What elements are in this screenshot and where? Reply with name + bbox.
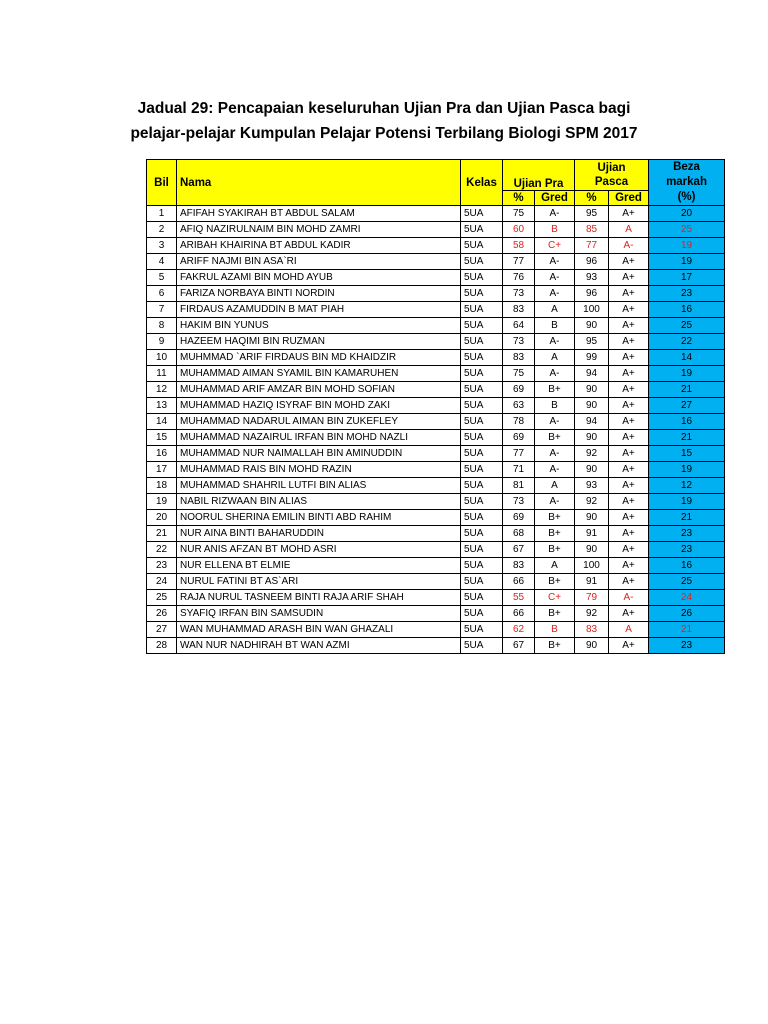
pre-test-score: 77 — [503, 254, 535, 270]
post-test-score: 93 — [575, 270, 609, 286]
post-test-grade: A+ — [609, 638, 649, 654]
header-beza-line2: markah — [666, 176, 707, 188]
pre-test-grade: B+ — [535, 510, 575, 526]
row-number: 23 — [147, 558, 177, 574]
table-row — [147, 350, 725, 366]
score-difference: 19 — [649, 494, 725, 510]
score-difference: 16 — [649, 414, 725, 430]
post-test-score: 94 — [575, 414, 609, 430]
student-name: MUHAMMAD NUR NAIMALLAH BIN AMINUDDIN — [177, 446, 461, 462]
pre-test-score: 83 — [503, 558, 535, 574]
document-title — [60, 96, 708, 146]
post-test-grade: A — [609, 222, 649, 238]
post-test-grade: A+ — [609, 478, 649, 494]
pre-test-grade: A- — [535, 414, 575, 430]
pre-test-grade: C+ — [535, 590, 575, 606]
header-ujian-pasca-line1: Ujian — [597, 162, 626, 174]
post-test-score: 95 — [575, 334, 609, 350]
post-test-score: 96 — [575, 286, 609, 302]
class: 5UA — [461, 446, 503, 462]
row-number: 20 — [147, 510, 177, 526]
header-bil: Bil — [147, 160, 177, 206]
table-row — [147, 414, 725, 430]
row-number: 27 — [147, 622, 177, 638]
table-row — [147, 606, 725, 622]
pre-test-score: 63 — [503, 398, 535, 414]
pre-test-score: 77 — [503, 446, 535, 462]
pre-test-score: 66 — [503, 574, 535, 590]
post-test-grade: A+ — [609, 542, 649, 558]
post-test-score: 90 — [575, 430, 609, 446]
student-name: NABIL RIZWAAN BIN ALIAS — [177, 494, 461, 510]
post-test-score: 85 — [575, 222, 609, 238]
student-name: FARIZA NORBAYA BINTI NORDIN — [177, 286, 461, 302]
post-test-score: 90 — [575, 510, 609, 526]
post-test-score: 94 — [575, 366, 609, 382]
class: 5UA — [461, 382, 503, 398]
post-test-score: 99 — [575, 350, 609, 366]
student-name: MUHMMAD `ARIF FIRDAUS BIN MD KHAIDZIR — [177, 350, 461, 366]
table-row — [147, 574, 725, 590]
class: 5UA — [461, 526, 503, 542]
post-test-grade: A+ — [609, 334, 649, 350]
post-test-score: 77 — [575, 238, 609, 254]
post-test-score: 83 — [575, 622, 609, 638]
pre-test-grade: A- — [535, 366, 575, 382]
class: 5UA — [461, 414, 503, 430]
post-test-grade: A- — [609, 590, 649, 606]
student-name: SYAFIQ IRFAN BIN SAMSUDIN — [177, 606, 461, 622]
header-kelas: Kelas — [461, 160, 503, 206]
row-number: 13 — [147, 398, 177, 414]
pre-test-grade: B+ — [535, 526, 575, 542]
student-name: ARIBAH KHAIRINA BT ABDUL KADIR — [177, 238, 461, 254]
post-test-grade: A — [609, 622, 649, 638]
score-difference: 25 — [649, 574, 725, 590]
score-difference: 16 — [649, 302, 725, 318]
post-test-score: 100 — [575, 558, 609, 574]
table-row — [147, 590, 725, 606]
pre-test-grade: B+ — [535, 606, 575, 622]
score-difference: 16 — [649, 558, 725, 574]
class: 5UA — [461, 590, 503, 606]
row-number: 12 — [147, 382, 177, 398]
post-test-score: 90 — [575, 318, 609, 334]
score-difference: 27 — [649, 398, 725, 414]
score-difference: 19 — [649, 366, 725, 382]
table-row — [147, 526, 725, 542]
score-difference: 21 — [649, 430, 725, 446]
table-row — [147, 318, 725, 334]
score-difference: 15 — [649, 446, 725, 462]
class: 5UA — [461, 510, 503, 526]
pre-test-grade: B — [535, 222, 575, 238]
class: 5UA — [461, 206, 503, 222]
score-difference: 26 — [649, 606, 725, 622]
class: 5UA — [461, 238, 503, 254]
row-number: 14 — [147, 414, 177, 430]
row-number: 3 — [147, 238, 177, 254]
score-difference: 23 — [649, 542, 725, 558]
header-gred-pasca: Gred — [609, 191, 649, 206]
post-test-grade: A+ — [609, 398, 649, 414]
pre-test-score: 60 — [503, 222, 535, 238]
score-difference: 23 — [649, 526, 725, 542]
class: 5UA — [461, 574, 503, 590]
table-row — [147, 638, 725, 654]
table-row — [147, 622, 725, 638]
table-row — [147, 238, 725, 254]
row-number: 9 — [147, 334, 177, 350]
row-number: 15 — [147, 430, 177, 446]
post-test-score: 90 — [575, 638, 609, 654]
class: 5UA — [461, 494, 503, 510]
pre-test-grade: A — [535, 350, 575, 366]
student-name: NOORUL SHERINA EMILIN BINTI ABD RAHIM — [177, 510, 461, 526]
post-test-score: 96 — [575, 254, 609, 270]
pre-test-score: 67 — [503, 542, 535, 558]
row-number: 4 — [147, 254, 177, 270]
student-name: FAKRUL AZAMI BIN MOHD AYUB — [177, 270, 461, 286]
table-row — [147, 462, 725, 478]
row-number: 24 — [147, 574, 177, 590]
table-row — [147, 302, 725, 318]
class: 5UA — [461, 318, 503, 334]
table-row — [147, 494, 725, 510]
row-number: 10 — [147, 350, 177, 366]
score-difference: 21 — [649, 382, 725, 398]
pre-test-grade: B — [535, 622, 575, 638]
pre-test-grade: A- — [535, 462, 575, 478]
class: 5UA — [461, 478, 503, 494]
pre-test-score: 76 — [503, 270, 535, 286]
student-name: MUHAMMAD AIMAN SYAMIL BIN KAMARUHEN — [177, 366, 461, 382]
pre-test-score: 73 — [503, 286, 535, 302]
table-row — [147, 478, 725, 494]
student-name: MUHAMMAD NADARUL AIMAN BIN ZUKEFLEY — [177, 414, 461, 430]
pre-test-score: 62 — [503, 622, 535, 638]
score-difference: 14 — [649, 350, 725, 366]
student-name: WAN NUR NADHIRAH BT WAN AZMI — [177, 638, 461, 654]
table-row — [147, 430, 725, 446]
post-test-score: 90 — [575, 542, 609, 558]
results-table — [146, 159, 725, 654]
table-row — [147, 222, 725, 238]
student-name: MUHAMMAD NAZAIRUL IRFAN BIN MOHD NAZLI — [177, 430, 461, 446]
class: 5UA — [461, 638, 503, 654]
score-difference: 19 — [649, 254, 725, 270]
post-test-grade: A+ — [609, 558, 649, 574]
class: 5UA — [461, 542, 503, 558]
row-number: 7 — [147, 302, 177, 318]
class: 5UA — [461, 286, 503, 302]
table-row — [147, 510, 725, 526]
post-test-score: 90 — [575, 462, 609, 478]
student-name: RAJA NURUL TASNEEM BINTI RAJA ARIF SHAH — [177, 590, 461, 606]
post-test-grade: A+ — [609, 302, 649, 318]
post-test-grade: A+ — [609, 206, 649, 222]
post-test-grade: A+ — [609, 254, 649, 270]
table-row — [147, 366, 725, 382]
pre-test-grade: B+ — [535, 638, 575, 654]
header-beza-line3: (%) — [677, 191, 696, 203]
student-name: WAN MUHAMMAD ARASH BIN WAN GHAZALI — [177, 622, 461, 638]
student-name: MUHAMMAD RAIS BIN MOHD RAZIN — [177, 462, 461, 478]
post-test-grade: A+ — [609, 462, 649, 478]
table-row — [147, 206, 725, 222]
post-test-grade: A+ — [609, 574, 649, 590]
post-test-score: 93 — [575, 478, 609, 494]
pre-test-score: 64 — [503, 318, 535, 334]
pre-test-score: 78 — [503, 414, 535, 430]
table-row — [147, 558, 725, 574]
pre-test-score: 69 — [503, 510, 535, 526]
score-difference: 21 — [649, 510, 725, 526]
pre-test-grade: B+ — [535, 430, 575, 446]
header-pct-pasca: % — [575, 191, 609, 206]
pre-test-grade: A- — [535, 334, 575, 350]
pre-test-grade: B — [535, 318, 575, 334]
header-ujian-pasca-line2: Pasca — [594, 176, 629, 188]
class: 5UA — [461, 254, 503, 270]
post-test-grade: A+ — [609, 446, 649, 462]
row-number: 17 — [147, 462, 177, 478]
header-beza-markah — [649, 160, 725, 206]
student-name: MUHAMMAD SHAHRIL LUTFI BIN ALIAS — [177, 478, 461, 494]
class: 5UA — [461, 302, 503, 318]
row-number: 19 — [147, 494, 177, 510]
table-row — [147, 254, 725, 270]
class: 5UA — [461, 606, 503, 622]
row-number: 28 — [147, 638, 177, 654]
row-number: 8 — [147, 318, 177, 334]
class: 5UA — [461, 558, 503, 574]
student-name: HAKIM BIN YUNUS — [177, 318, 461, 334]
post-test-grade: A+ — [609, 286, 649, 302]
pre-test-score: 71 — [503, 462, 535, 478]
table-row — [147, 398, 725, 414]
pre-test-score: 73 — [503, 334, 535, 350]
class: 5UA — [461, 270, 503, 286]
table-row — [147, 334, 725, 350]
pre-test-grade: A — [535, 478, 575, 494]
class: 5UA — [461, 430, 503, 446]
header-pct-pra: % — [503, 191, 535, 206]
pre-test-grade: A — [535, 558, 575, 574]
post-test-grade: A+ — [609, 494, 649, 510]
pre-test-grade: A — [535, 302, 575, 318]
post-test-score: 95 — [575, 206, 609, 222]
post-test-score: 92 — [575, 494, 609, 510]
student-name: HAZEEM HAQIMI BIN RUZMAN — [177, 334, 461, 350]
pre-test-grade: B+ — [535, 574, 575, 590]
pre-test-score: 73 — [503, 494, 535, 510]
header-row-top — [147, 160, 725, 191]
post-test-grade: A+ — [609, 382, 649, 398]
pre-test-score: 83 — [503, 302, 535, 318]
score-difference: 25 — [649, 318, 725, 334]
post-test-grade: A+ — [609, 350, 649, 366]
title-line-1: Jadual 29: Pencapaian keseluruhan Ujian Pra dan Ujian Pasca bagi — [137, 100, 631, 117]
header-ujian-pasca — [575, 160, 649, 191]
results-table-body — [147, 160, 725, 654]
student-name: NUR ANIS AFZAN BT MOHD ASRI — [177, 542, 461, 558]
class: 5UA — [461, 462, 503, 478]
student-name: AFIFAH SYAKIRAH BT ABDUL SALAM — [177, 206, 461, 222]
post-test-score: 90 — [575, 382, 609, 398]
score-difference: 20 — [649, 206, 725, 222]
score-difference: 22 — [649, 334, 725, 350]
post-test-score: 91 — [575, 526, 609, 542]
post-test-score: 79 — [575, 590, 609, 606]
student-name: NURUL FATINI BT AS`ARI — [177, 574, 461, 590]
header-ujian-pra: Ujian Pra — [503, 160, 575, 191]
pre-test-grade: A- — [535, 254, 575, 270]
class: 5UA — [461, 350, 503, 366]
class: 5UA — [461, 398, 503, 414]
student-name: AFIQ NAZIRULNAIM BIN MOHD ZAMRI — [177, 222, 461, 238]
table-row — [147, 382, 725, 398]
class: 5UA — [461, 334, 503, 350]
pre-test-grade: A- — [535, 286, 575, 302]
pre-test-score: 69 — [503, 382, 535, 398]
post-test-grade: A+ — [609, 606, 649, 622]
post-test-grade: A+ — [609, 270, 649, 286]
row-number: 11 — [147, 366, 177, 382]
row-number: 26 — [147, 606, 177, 622]
row-number: 25 — [147, 590, 177, 606]
post-test-grade: A+ — [609, 510, 649, 526]
header-nama: Nama — [177, 160, 461, 206]
pre-test-grade: B+ — [535, 542, 575, 558]
post-test-score: 100 — [575, 302, 609, 318]
pre-test-score: 58 — [503, 238, 535, 254]
score-difference: 19 — [649, 462, 725, 478]
score-difference: 23 — [649, 286, 725, 302]
class: 5UA — [461, 366, 503, 382]
header-gred-pra: Gred — [535, 191, 575, 206]
post-test-score: 91 — [575, 574, 609, 590]
row-number: 2 — [147, 222, 177, 238]
row-number: 5 — [147, 270, 177, 286]
pre-test-grade: A- — [535, 270, 575, 286]
header-beza-line1: Beza — [673, 161, 700, 173]
post-test-grade: A- — [609, 238, 649, 254]
pre-test-grade: B+ — [535, 382, 575, 398]
pre-test-score: 81 — [503, 478, 535, 494]
pre-test-score: 75 — [503, 366, 535, 382]
class: 5UA — [461, 222, 503, 238]
pre-test-score: 83 — [503, 350, 535, 366]
row-number: 16 — [147, 446, 177, 462]
pre-test-grade: B — [535, 398, 575, 414]
row-number: 6 — [147, 286, 177, 302]
score-difference: 17 — [649, 270, 725, 286]
pre-test-score: 68 — [503, 526, 535, 542]
row-number: 22 — [147, 542, 177, 558]
score-difference: 21 — [649, 622, 725, 638]
table-row — [147, 542, 725, 558]
pre-test-grade: A- — [535, 446, 575, 462]
student-name: FIRDAUS AZAMUDDIN B MAT PIAH — [177, 302, 461, 318]
row-number: 1 — [147, 206, 177, 222]
table-row — [147, 286, 725, 302]
score-difference: 25 — [649, 222, 725, 238]
pre-test-score: 66 — [503, 606, 535, 622]
class: 5UA — [461, 622, 503, 638]
student-name: NUR AINA BINTI BAHARUDDIN — [177, 526, 461, 542]
student-name: MUHAMMAD HAZIQ ISYRAF BIN MOHD ZAKI — [177, 398, 461, 414]
pre-test-grade: C+ — [535, 238, 575, 254]
pre-test-grade: A- — [535, 206, 575, 222]
post-test-grade: A+ — [609, 318, 649, 334]
student-name: NUR ELLENA BT ELMIE — [177, 558, 461, 574]
score-difference: 23 — [649, 638, 725, 654]
row-number: 21 — [147, 526, 177, 542]
pre-test-score: 55 — [503, 590, 535, 606]
post-test-grade: A+ — [609, 366, 649, 382]
title-line-2: pelajar-pelajar Kumpulan Pelajar Potensi Terbilang Biologi SPM 2017 — [130, 125, 638, 142]
score-difference: 19 — [649, 238, 725, 254]
student-name: ARIFF NAJMI BIN ASA`RI — [177, 254, 461, 270]
row-number: 18 — [147, 478, 177, 494]
score-difference: 24 — [649, 590, 725, 606]
pre-test-score: 69 — [503, 430, 535, 446]
table-row — [147, 446, 725, 462]
post-test-score: 92 — [575, 606, 609, 622]
student-name: MUHAMMAD ARIF AMZAR BIN MOHD SOFIAN — [177, 382, 461, 398]
pre-test-score: 67 — [503, 638, 535, 654]
post-test-grade: A+ — [609, 526, 649, 542]
post-test-score: 90 — [575, 398, 609, 414]
pre-test-score: 75 — [503, 206, 535, 222]
post-test-grade: A+ — [609, 430, 649, 446]
pre-test-grade: A- — [535, 494, 575, 510]
post-test-grade: A+ — [609, 414, 649, 430]
table-row — [147, 270, 725, 286]
post-test-score: 92 — [575, 446, 609, 462]
score-difference: 12 — [649, 478, 725, 494]
